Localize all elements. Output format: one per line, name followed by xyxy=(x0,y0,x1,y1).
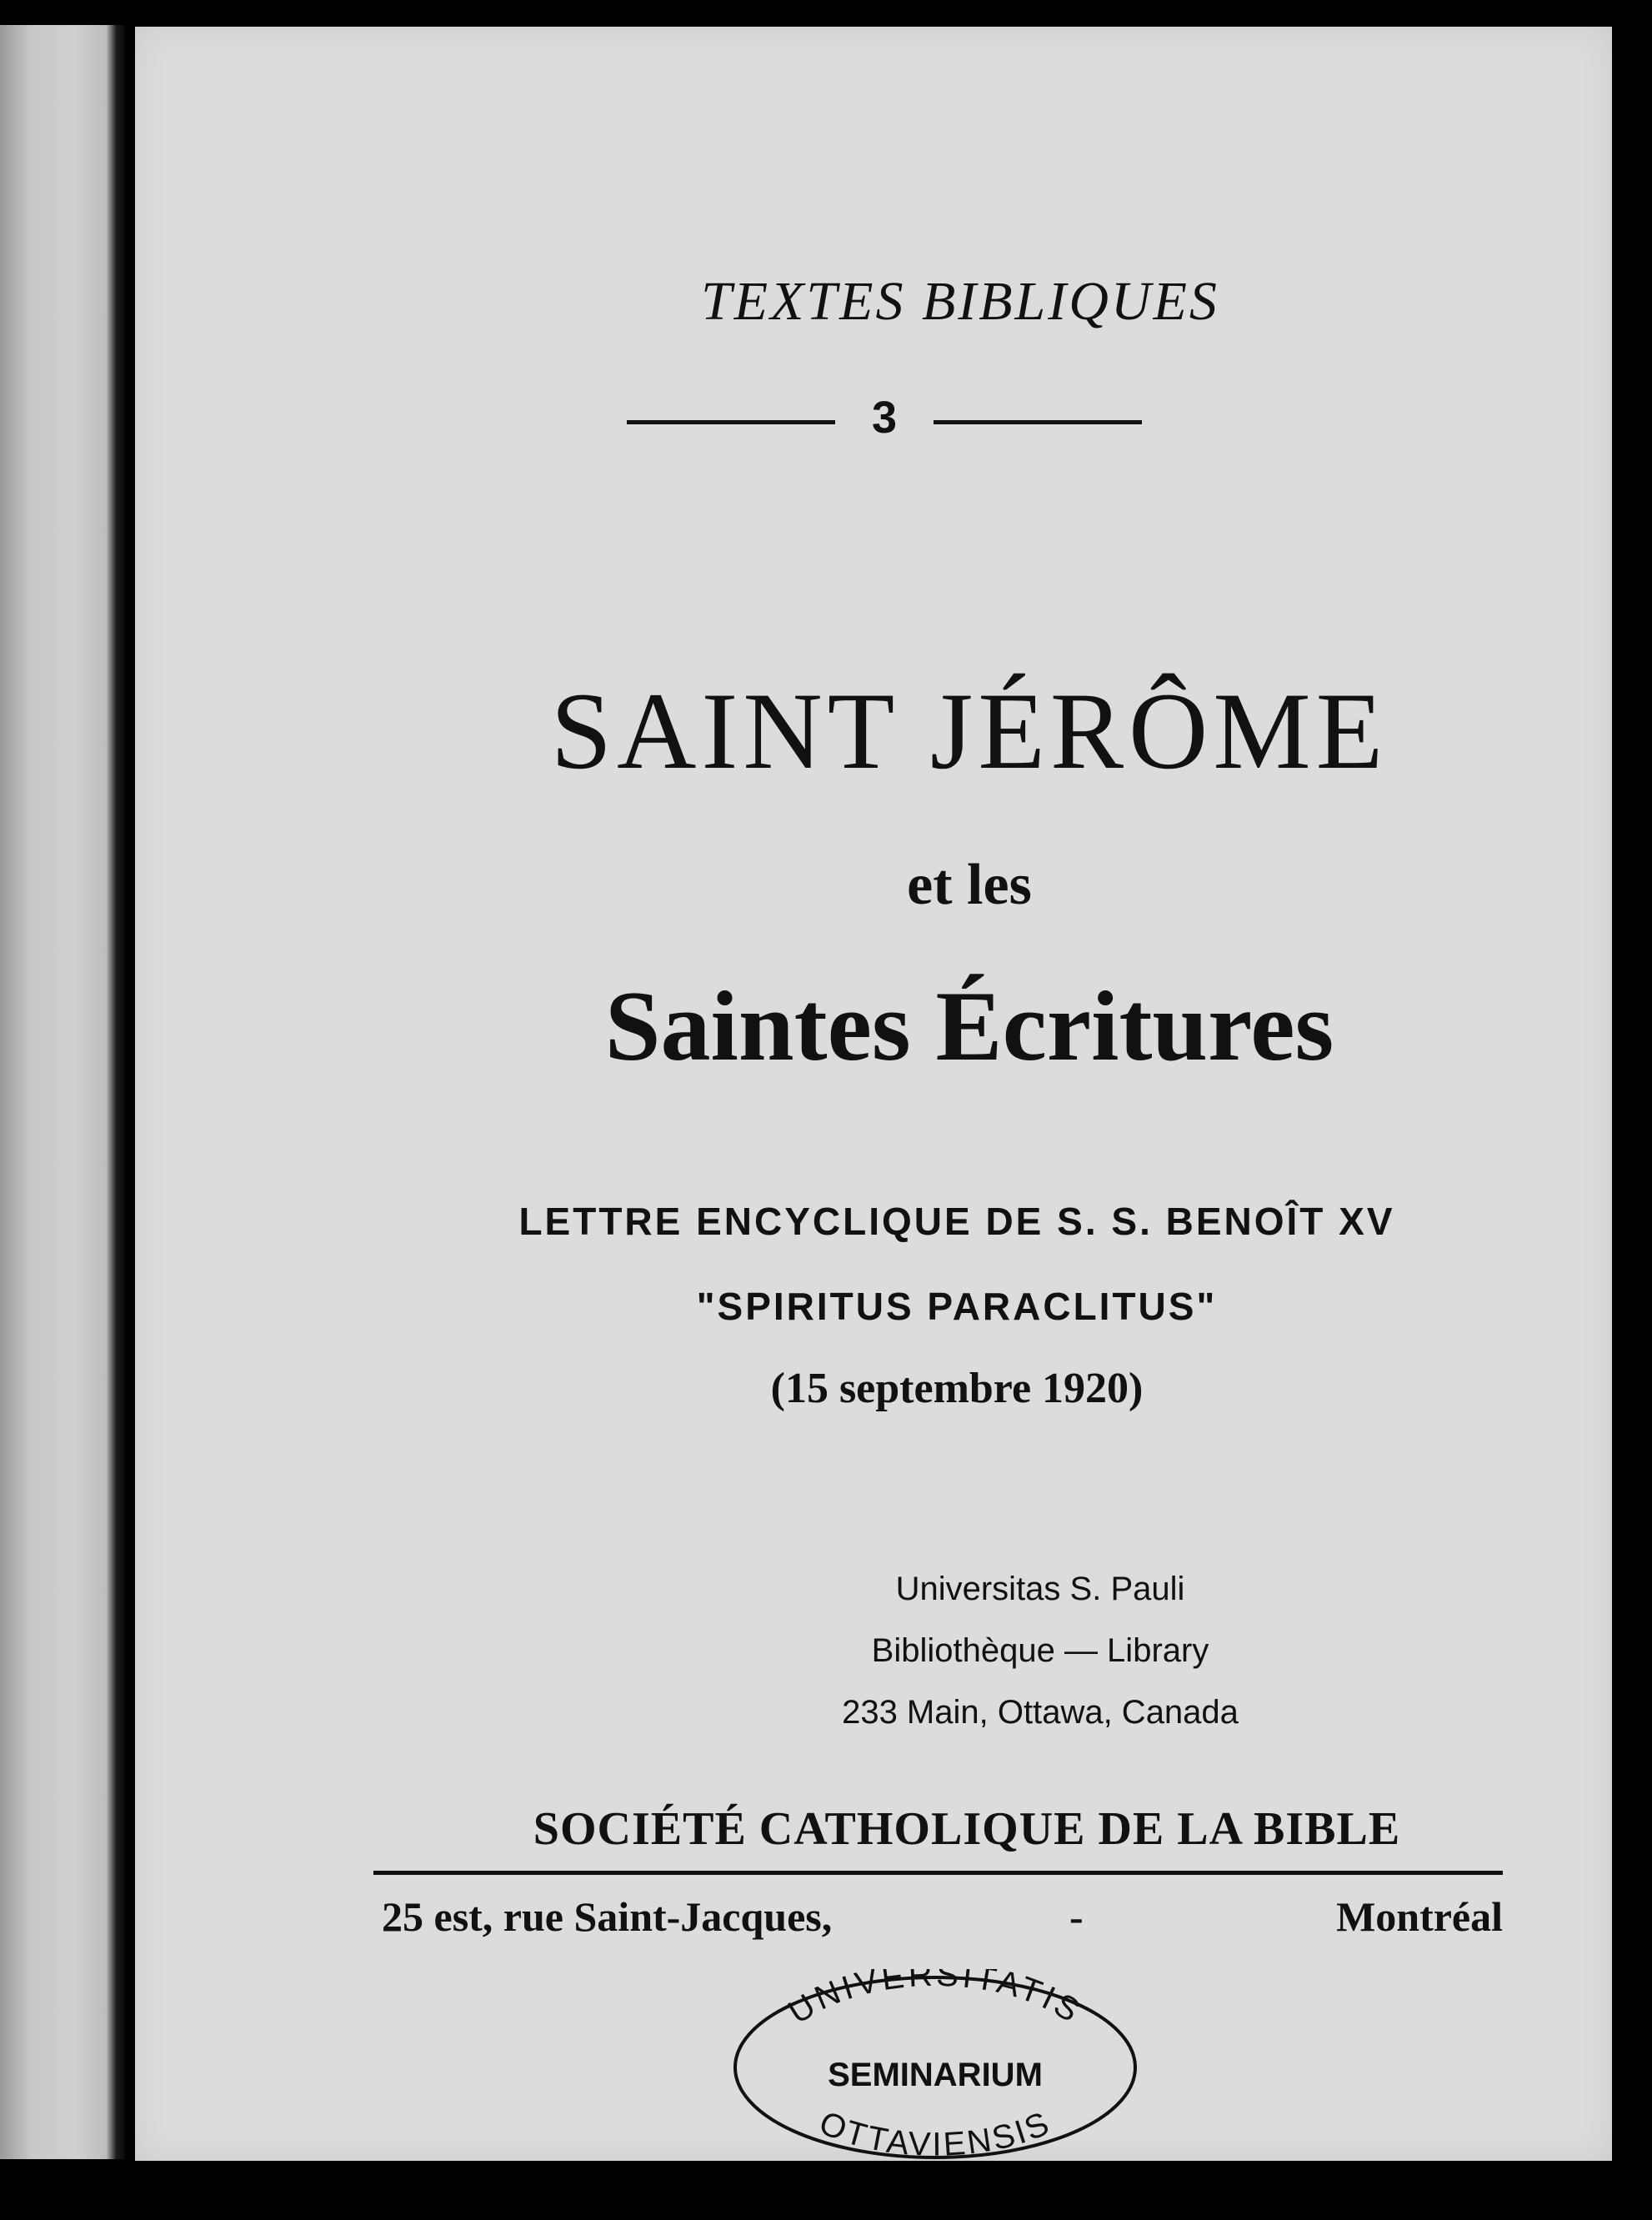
publisher-name: SOCIÉTÉ CATHOLIQUE DE LA BIBLE xyxy=(533,1803,1401,1855)
publisher-rule xyxy=(373,1871,1503,1875)
encyclical-date: (15 septembre 1920) xyxy=(770,1365,1144,1412)
library-stamp-line-2: Bibliothèque — Library xyxy=(871,1632,1209,1669)
title-connector: et les xyxy=(907,853,1032,917)
seal-line-2: SEMINARIUM xyxy=(828,2057,1043,2093)
publisher-city: Montréal xyxy=(1336,1893,1503,1940)
series-rule-left xyxy=(627,420,835,424)
svg-text:OTTAVIENSIS xyxy=(814,2104,1057,2163)
library-stamp-line-3: 233 Main, Ottawa, Canada xyxy=(842,1694,1239,1731)
seminary-seal-stamp xyxy=(718,1969,1152,2166)
address-separator: - xyxy=(1069,1893,1084,1940)
library-stamp-line-1: Universitas S. Pauli xyxy=(895,1571,1185,1607)
series-title: TEXTES BIBLIQUES xyxy=(701,271,1219,332)
publisher-street: 25 est, rue Saint-Jacques, xyxy=(382,1893,833,1940)
seal-line-1: UNIVERSITATIS xyxy=(782,1969,1089,2032)
series-rule-right xyxy=(934,420,1142,424)
encyclical-name: "SPIRITUS PARACLITUS" xyxy=(696,1285,1218,1328)
svg-text:UNIVERSITATIS xyxy=(782,1969,1089,2031)
seal-oval-icon xyxy=(718,1969,1152,2166)
main-title-second-line: Saintes Écritures xyxy=(604,970,1334,1081)
title-page xyxy=(135,27,1612,2161)
seal-line-3: OTTAVIENSIS xyxy=(813,2104,1057,2163)
series-number: 3 xyxy=(871,393,898,443)
series-number-row xyxy=(627,392,1157,442)
encyclical-subtitle: LETTRE ENCYCLIQUE DE S. S. BENOÎT XV xyxy=(518,1200,1395,1243)
main-title: SAINT JÉRÔME xyxy=(550,669,1389,792)
publisher-address xyxy=(382,1892,1503,1951)
book-binding-edge xyxy=(0,25,125,2159)
